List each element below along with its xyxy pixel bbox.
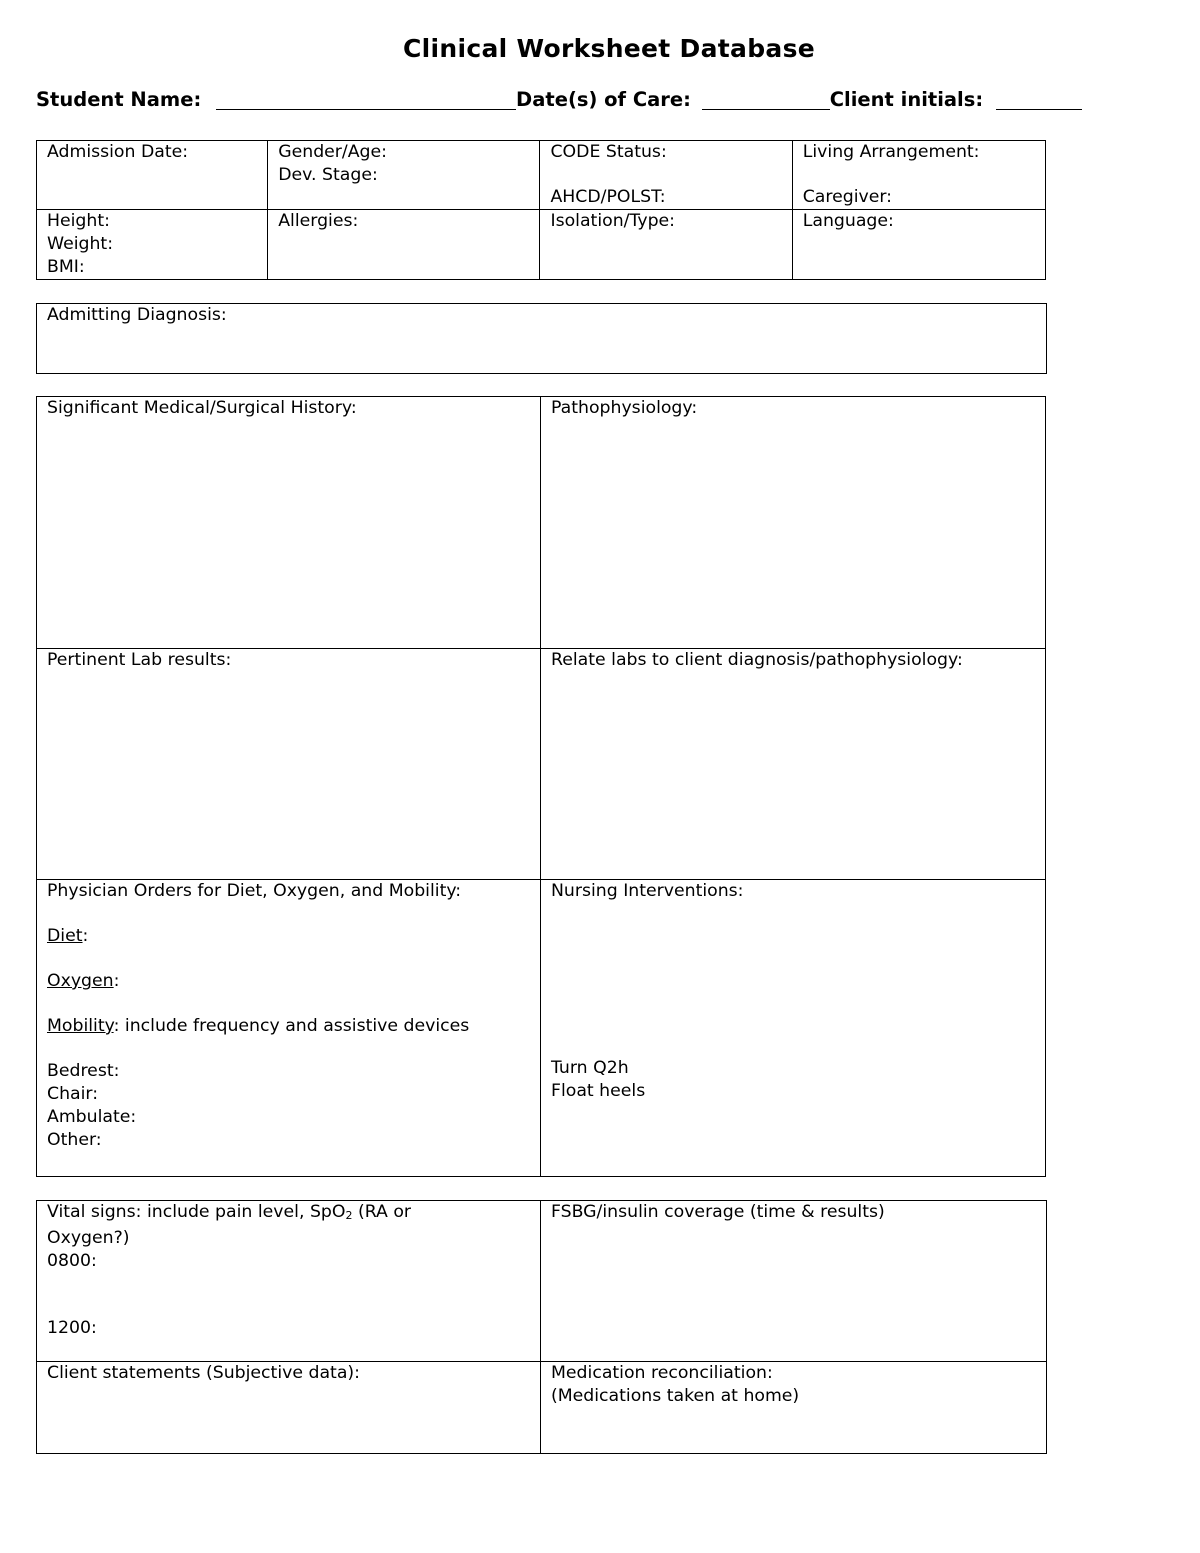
pathophysiology-label: Pathophysiology: [551,398,698,418]
history-table [36,396,1046,1177]
relate-labs-label: Relate labs to client diagnosis/pathophysiology: [551,650,963,670]
oxygen-label: Oxygen [47,971,114,991]
vital-signs-label-line2: Oxygen?) [47,1228,130,1248]
dates-of-care-field[interactable] [702,108,830,110]
client-initials-field[interactable] [996,108,1082,110]
relate-labs-cell[interactable] [541,649,1046,880]
language-cell[interactable] [792,210,1045,280]
allergies-label: Allergies: [278,211,359,231]
header-fields [36,88,1136,111]
nursing-interventions-cell[interactable] [541,880,1046,1177]
admitting-diagnosis-cell[interactable] [37,304,1047,374]
pertinent-labs-label: Pertinent Lab results: [47,650,232,670]
living-arrangement-cell[interactable] [792,141,1045,210]
physician-orders-cell[interactable]: Physician Orders for Diet, Oxygen, and Mobility: Diet: Oxygen: Mobility: include frequency and assistive devices Bedrest: Chair: Ambulate: Other: [37,880,541,1177]
language-label: Language: [802,211,894,231]
bedrest-label: Bedrest: [47,1061,120,1081]
other-label: Other: [47,1130,102,1150]
nursing-interventions-label: Nursing Interventions: [551,881,744,901]
gender-age-label: Gender/Age: [278,142,387,162]
allergies-cell[interactable] [268,210,540,280]
ahcd-polst-label: AHCD/POLST: [550,187,666,207]
medical-surgical-history-label: Significant Medical/Surgical History: [47,398,357,418]
code-status-label: CODE Status: [550,142,667,162]
time-0800-label: 0800: [47,1251,97,1271]
height-weight-bmi-cell[interactable] [37,210,268,280]
client-initials-label: Client initials: [829,88,984,111]
vital-signs-label-end: (RA or [352,1202,412,1222]
time-1200-label: 1200: [47,1318,97,1338]
gender-age-cell[interactable] [268,141,540,210]
code-status-cell[interactable] [540,141,792,210]
bmi-label: BMI: [47,257,85,277]
page-title: Clinical Worksheet Database [402,34,816,63]
pertinent-labs-cell[interactable] [37,649,541,880]
caregiver-label: Caregiver: [802,187,893,207]
admission-date-cell[interactable] [37,141,268,210]
physician-orders-label: Physician Orders for Diet, Oxygen, and Mobility: [47,881,462,901]
diet-label: Diet [47,926,83,946]
mobility-label: Mobility [47,1016,114,1036]
admitting-diagnosis-table [36,303,1047,374]
fsbg-cell[interactable] [541,1201,1047,1362]
demographics-table [36,140,1046,280]
fsbg-label: FSBG/insulin coverage (time & results) [551,1202,885,1222]
med-taken-home-label: (Medications taken at home) [551,1386,800,1406]
admitting-diagnosis-label: Admitting Diagnosis: [47,305,227,325]
medical-surgical-history-cell[interactable] [37,397,541,649]
vital-signs-label: Vital signs: include pain level, SpO [47,1202,346,1222]
mobility-note: : include frequency and assistive devices [113,1016,470,1036]
med-reconciliation-label: Medication reconciliation: [551,1363,773,1383]
living-arrangement-label: Living Arrangement: [802,142,980,162]
client-statements-cell[interactable] [37,1362,541,1454]
float-heels-text: Float heels [551,1081,646,1101]
ambulate-label: Ambulate: [47,1107,137,1127]
dates-of-care-label: Date(s) of Care: [516,88,691,111]
turn-q2h-text: Turn Q2h [551,1058,629,1078]
admission-date-label: Admission Date: [47,142,189,162]
med-reconciliation-cell[interactable] [541,1362,1047,1454]
vital-signs-cell[interactable] [37,1201,541,1362]
pathophysiology-cell[interactable] [541,397,1046,649]
isolation-type-label: Isolation/Type: [550,211,675,231]
student-name-label: Student Name: [36,88,202,111]
isolation-type-cell[interactable] [540,210,792,280]
height-label: Height: [47,211,110,231]
chair-label: Chair: [47,1084,99,1104]
weight-label: Weight: [47,234,114,254]
spo2-subscript: 2 [345,1209,353,1222]
dev-stage-label: Dev. Stage: [278,165,378,185]
client-statements-label: Client statements (Subjective data): [47,1363,360,1383]
student-name-field[interactable] [216,108,516,110]
vitals-table [36,1200,1047,1454]
